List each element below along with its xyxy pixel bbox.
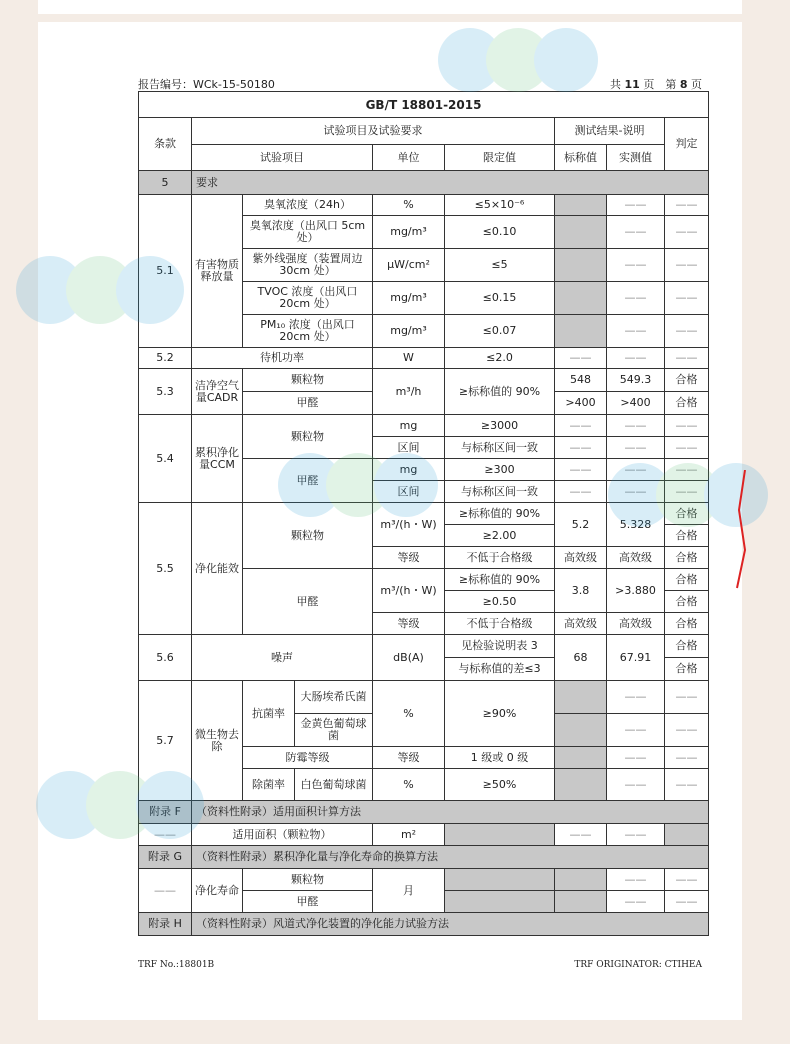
measured-cell: —— bbox=[607, 348, 665, 369]
item-cell: 臭氧浓度（24h） bbox=[243, 195, 373, 216]
verdict-cell: —— bbox=[665, 714, 709, 747]
item-cell: 大肠埃希氏菌 bbox=[295, 681, 373, 714]
measured-cell: —— bbox=[607, 714, 665, 747]
table-row bbox=[139, 635, 709, 658]
limit-cell: ≥50% bbox=[445, 769, 555, 801]
clause-cell: 5.2 bbox=[139, 348, 192, 369]
table-row bbox=[139, 369, 709, 392]
unit-cell: % bbox=[373, 195, 445, 216]
red-stamp-edge bbox=[735, 470, 747, 590]
measured-cell: —— bbox=[607, 415, 665, 437]
limit-cell bbox=[445, 869, 555, 891]
limit-cell bbox=[445, 824, 555, 846]
limit-cell: ≥300 bbox=[445, 459, 555, 481]
limit-cell: ≤2.0 bbox=[445, 348, 555, 369]
verdict-cell: 合格 bbox=[665, 635, 709, 658]
table-row bbox=[139, 503, 709, 525]
unit-cell: m³/(h・W) bbox=[373, 569, 445, 613]
item-cell: 甲醛 bbox=[243, 459, 373, 503]
unit-cell: mg/m³ bbox=[373, 315, 445, 348]
clause-cell: 5.4 bbox=[139, 415, 192, 503]
verdict-cell: —— bbox=[665, 459, 709, 481]
measured-cell: 67.91 bbox=[607, 635, 665, 681]
measured-cell: —— bbox=[607, 315, 665, 348]
subgroup-cell: 除菌率 bbox=[243, 769, 295, 801]
verdict-cell: 合格 bbox=[665, 525, 709, 547]
limit-cell: 见检验说明表 3 bbox=[445, 635, 555, 658]
footer-originator: TRF ORIGINATOR: CTIHEA bbox=[574, 960, 702, 970]
measured-cell: —— bbox=[607, 249, 665, 282]
section-row-5 bbox=[139, 171, 709, 195]
report-number: 报告编号：WCk-15-50180 bbox=[138, 78, 275, 91]
group-cell: 微生物去除 bbox=[192, 681, 243, 801]
unit-cell: m² bbox=[373, 824, 445, 846]
item-cell: 颗粒物 bbox=[243, 369, 373, 392]
limit-cell: ≥标称值的 90% bbox=[445, 369, 555, 415]
verdict-cell: 合格 bbox=[665, 369, 709, 392]
nominal-cell bbox=[555, 249, 607, 282]
clause-cell: 附录 G bbox=[139, 846, 192, 869]
item-cell: 待机功率 bbox=[192, 348, 373, 369]
group-cell: 洁净空气量CADR bbox=[192, 369, 243, 415]
item-cell: 颗粒物 bbox=[243, 415, 373, 459]
nominal-cell bbox=[555, 769, 607, 801]
section-row-appendix-g bbox=[139, 846, 709, 869]
group-cell: 累积净化量CCM bbox=[192, 415, 243, 503]
unit-cell: m³/(h・W) bbox=[373, 503, 445, 547]
clause-cell: —— bbox=[139, 824, 192, 846]
nominal-cell: 高效级 bbox=[555, 613, 607, 635]
table-row bbox=[139, 824, 709, 846]
group-cell: 有害物质释放量 bbox=[192, 195, 243, 348]
unit-cell: mg/m³ bbox=[373, 216, 445, 249]
verdict-cell: 合格 bbox=[665, 613, 709, 635]
unit-cell: 等级 bbox=[373, 747, 445, 769]
clause-cell: 附录 H bbox=[139, 913, 192, 936]
limit-cell: ≥标称值的 90% bbox=[445, 569, 555, 591]
unit-cell: m³/h bbox=[373, 369, 445, 415]
nominal-cell bbox=[555, 714, 607, 747]
item-cell: 颗粒物 bbox=[243, 869, 373, 891]
item-cell: 适用面积（颗粒物） bbox=[192, 824, 373, 846]
measured-cell: —— bbox=[607, 824, 665, 846]
item-cell: PM₁₀ 浓度（出风口 20cm 处） bbox=[243, 315, 373, 348]
limit-cell: ≤5 bbox=[445, 249, 555, 282]
item-cell: 紫外线强度（装置周边 30cm 处） bbox=[243, 249, 373, 282]
item-cell: 白色葡萄球菌 bbox=[295, 769, 373, 801]
limit-cell: ≥90% bbox=[445, 681, 555, 747]
col-results: 测试结果-说明 bbox=[555, 118, 665, 145]
limit-cell: ≥2.00 bbox=[445, 525, 555, 547]
verdict-cell: 合格 bbox=[665, 547, 709, 569]
measured-cell: >400 bbox=[607, 392, 665, 415]
verdict-cell: —— bbox=[665, 891, 709, 913]
clause-cell: 5.7 bbox=[139, 681, 192, 801]
unit-cell: W bbox=[373, 348, 445, 369]
nominal-cell: 高效级 bbox=[555, 547, 607, 569]
clause-cell: 附录 F bbox=[139, 801, 192, 824]
item-cell: 甲醛 bbox=[243, 392, 373, 415]
verdict-cell: —— bbox=[665, 869, 709, 891]
nominal-cell bbox=[555, 315, 607, 348]
unit-cell: % bbox=[373, 681, 445, 747]
clause-cell: 5.3 bbox=[139, 369, 192, 415]
nominal-cell: —— bbox=[555, 415, 607, 437]
group-cell: 净化能效 bbox=[192, 503, 243, 635]
unit-cell: dB(A) bbox=[373, 635, 445, 681]
limit-cell: 与标称值的差≤3 bbox=[445, 658, 555, 681]
unit-cell: mg bbox=[373, 459, 445, 481]
verdict-cell: —— bbox=[665, 747, 709, 769]
verdict-cell: —— bbox=[665, 282, 709, 315]
header-row-2 bbox=[139, 145, 709, 171]
verdict-cell: —— bbox=[665, 195, 709, 216]
measured-cell: —— bbox=[607, 459, 665, 481]
col-clause: 条款 bbox=[139, 118, 192, 171]
limit-cell: 不低于合格级 bbox=[445, 613, 555, 635]
standard-row bbox=[139, 92, 709, 118]
nominal-cell: 68 bbox=[555, 635, 607, 681]
col-unit: 单位 bbox=[373, 145, 445, 171]
page-indicator: 共 11 页 第 8 页 bbox=[610, 78, 702, 91]
measured-cell: —— bbox=[607, 437, 665, 459]
section-label: （资料性附录）累积净化量与净化寿命的换算方法 bbox=[192, 846, 709, 869]
limit-cell: 与标称区间一致 bbox=[445, 437, 555, 459]
verdict-cell bbox=[665, 824, 709, 846]
nominal-cell: —— bbox=[555, 348, 607, 369]
table-row bbox=[139, 348, 709, 369]
limit-cell: ≥标称值的 90% bbox=[445, 503, 555, 525]
item-cell: 噪声 bbox=[192, 635, 373, 681]
item-cell: 臭氧浓度（出风口 5cm 处） bbox=[243, 216, 373, 249]
test-results-table bbox=[138, 91, 709, 936]
verdict-cell: 合格 bbox=[665, 591, 709, 613]
verdict-cell: —— bbox=[665, 216, 709, 249]
unit-cell: 等级 bbox=[373, 613, 445, 635]
verdict-cell: —— bbox=[665, 348, 709, 369]
measured-cell: 549.3 bbox=[607, 369, 665, 392]
measured-cell: —— bbox=[607, 481, 665, 503]
measured-cell: —— bbox=[607, 216, 665, 249]
verdict-cell: —— bbox=[665, 437, 709, 459]
clause-cell: —— bbox=[139, 869, 192, 913]
clause-cell: 5.1 bbox=[139, 195, 192, 348]
section-row-appendix-h bbox=[139, 913, 709, 936]
measured-cell: —— bbox=[607, 869, 665, 891]
subgroup-cell: 抗菌率 bbox=[243, 681, 295, 747]
measured-cell: —— bbox=[607, 747, 665, 769]
unit-cell: % bbox=[373, 769, 445, 801]
section-label: （资料性附录）风道式净化装置的净化能力试验方法 bbox=[192, 913, 709, 936]
verdict-cell: 合格 bbox=[665, 658, 709, 681]
section-label: （资料性附录）适用面积计算方法 bbox=[192, 801, 709, 824]
nominal-cell: 5.2 bbox=[555, 503, 607, 547]
measured-cell: —— bbox=[607, 681, 665, 714]
col-test-item: 试验项目 bbox=[192, 145, 373, 171]
unit-cell: 月 bbox=[373, 869, 445, 913]
item-cell: TVOC 浓度（出风口 20cm 处） bbox=[243, 282, 373, 315]
item-cell: 防霉等级 bbox=[243, 747, 373, 769]
item-cell: 颗粒物 bbox=[243, 503, 373, 569]
limit-cell: ≥0.50 bbox=[445, 591, 555, 613]
nominal-cell bbox=[555, 195, 607, 216]
table-row bbox=[139, 869, 709, 891]
col-verdict: 判定 bbox=[665, 118, 709, 171]
previous-sheet-edge bbox=[38, 0, 742, 14]
footer-form-number: TRF No.:18801B bbox=[138, 960, 215, 970]
table-row bbox=[139, 415, 709, 437]
table-row bbox=[139, 681, 709, 714]
limit-cell: ≤5×10⁻⁶ bbox=[445, 195, 555, 216]
measured-cell: —— bbox=[607, 769, 665, 801]
header-row-1 bbox=[139, 118, 709, 145]
clause-cell: 5.5 bbox=[139, 503, 192, 635]
nominal-cell bbox=[555, 216, 607, 249]
measured-cell: 高效级 bbox=[607, 547, 665, 569]
nominal-cell: 3.8 bbox=[555, 569, 607, 613]
verdict-cell: —— bbox=[665, 249, 709, 282]
col-nominal: 标称值 bbox=[555, 145, 607, 171]
limit-cell: 与标称区间一致 bbox=[445, 481, 555, 503]
section-row-appendix-f bbox=[139, 801, 709, 824]
nominal-cell bbox=[555, 891, 607, 913]
verdict-cell: 合格 bbox=[665, 569, 709, 591]
nominal-cell: 548 bbox=[555, 369, 607, 392]
limit-cell: ≤0.15 bbox=[445, 282, 555, 315]
limit-cell bbox=[445, 891, 555, 913]
standard-title: GB/T 18801-2015 bbox=[139, 92, 709, 118]
col-test-items-req: 试验项目及试验要求 bbox=[192, 118, 555, 145]
verdict-cell: —— bbox=[665, 681, 709, 714]
verdict-cell: —— bbox=[665, 769, 709, 801]
group-cell: 净化寿命 bbox=[192, 869, 243, 913]
item-cell: 金黄色葡萄球菌 bbox=[295, 714, 373, 747]
clause-cell: 5 bbox=[139, 171, 192, 195]
nominal-cell bbox=[555, 282, 607, 315]
nominal-cell bbox=[555, 681, 607, 714]
verdict-cell: 合格 bbox=[665, 503, 709, 525]
nominal-cell: —— bbox=[555, 459, 607, 481]
unit-cell: 区间 bbox=[373, 437, 445, 459]
verdict-cell: —— bbox=[665, 415, 709, 437]
measured-cell: 5.328 bbox=[607, 503, 665, 547]
measured-cell: —— bbox=[607, 195, 665, 216]
unit-cell: 区间 bbox=[373, 481, 445, 503]
item-cell: 甲醛 bbox=[243, 891, 373, 913]
measured-cell: —— bbox=[607, 891, 665, 913]
unit-cell: 等级 bbox=[373, 547, 445, 569]
nominal-cell: >400 bbox=[555, 392, 607, 415]
unit-cell: μW/cm² bbox=[373, 249, 445, 282]
verdict-cell: —— bbox=[665, 315, 709, 348]
measured-cell: —— bbox=[607, 282, 665, 315]
unit-cell: mg bbox=[373, 415, 445, 437]
col-limit: 限定值 bbox=[445, 145, 555, 171]
limit-cell: ≤0.10 bbox=[445, 216, 555, 249]
item-cell: 甲醛 bbox=[243, 569, 373, 635]
verdict-cell: —— bbox=[665, 481, 709, 503]
section-label: 要求 bbox=[192, 171, 709, 195]
nominal-cell bbox=[555, 869, 607, 891]
measured-cell: 高效级 bbox=[607, 613, 665, 635]
nominal-cell bbox=[555, 747, 607, 769]
col-measured: 实测值 bbox=[607, 145, 665, 171]
unit-cell: mg/m³ bbox=[373, 282, 445, 315]
nominal-cell: —— bbox=[555, 481, 607, 503]
clause-cell: 5.6 bbox=[139, 635, 192, 681]
limit-cell: ≥3000 bbox=[445, 415, 555, 437]
verdict-cell: 合格 bbox=[665, 392, 709, 415]
limit-cell: 不低于合格级 bbox=[445, 547, 555, 569]
table-row bbox=[139, 195, 709, 216]
limit-cell: ≤0.07 bbox=[445, 315, 555, 348]
nominal-cell: —— bbox=[555, 824, 607, 846]
measured-cell: >3.880 bbox=[607, 569, 665, 613]
limit-cell: 1 级或 0 级 bbox=[445, 747, 555, 769]
nominal-cell: —— bbox=[555, 437, 607, 459]
